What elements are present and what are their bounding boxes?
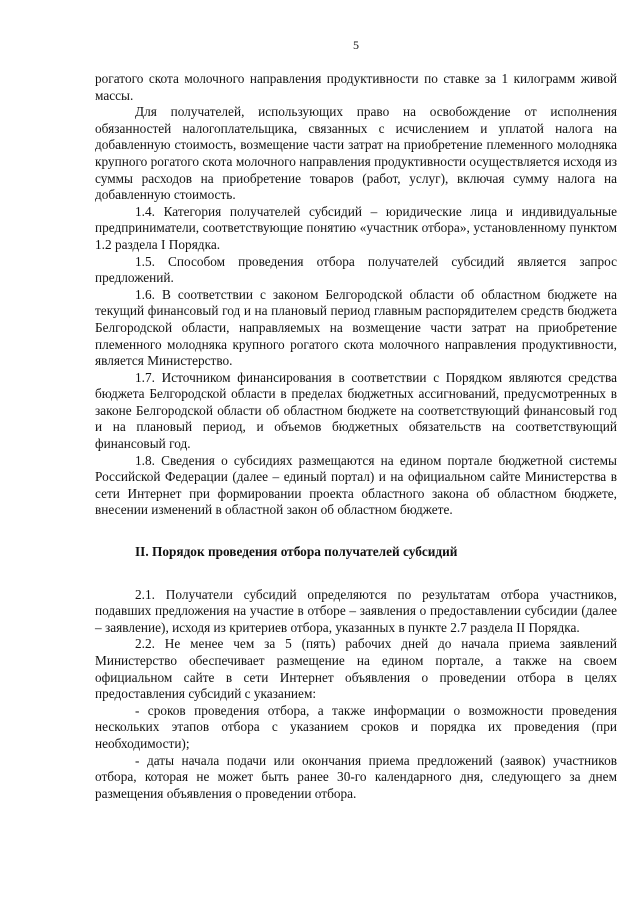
paragraph-1-7: 1.7. Источником финансирования в соответствии с Порядком являются средства бюджета Белгородской области в пределах бюджетных ассигнований, предусмотренных в законе Белгородской области об областном бюджете на соответствующий финансовый год и на плановый период, и объемов бюджетных обязательств на соответствующий финансовый год. [95, 369, 617, 452]
paragraph-1-5: 1.5. Способом проведения отбора получателей субсидий является запрос предложений. [95, 253, 617, 286]
paragraph-1-6: 1.6. В соответствии с законом Белгородской области об областном бюджете на текущий финансовый год и на плановый период главным распорядителем средств бюджета Белгородской области, направляемых на возмещение части затрат на приобретение племенного молодняка крупного рогатого скота молочного направления продуктивности, является Министерство. [95, 286, 617, 369]
paragraph-livestock-rate: рогатого скота молочного направления продуктивности по ставке за 1 килограмм живой массы. [95, 71, 617, 103]
spacer [95, 519, 617, 535]
spacer [95, 561, 617, 578]
list-item-submission-dates: - даты начала подачи или окончания приема предложений (заявок) участников отбора, которая не может быть ранее 30-го календарного дня, следующего за днем размещения объявления о проведении отбора. [95, 752, 617, 801]
list-item-selection-terms: - сроков проведения отбора, а также информации о возможности проведения нескольких этапов отбора с указанием сроков и порядка их проведения (при необходимости); [95, 702, 617, 751]
document-body [95, 71, 617, 802]
page-number: 5 [353, 38, 359, 52]
paragraph-2-2: 2.2. Не менее чем за 5 (пять) рабочих дней до начала приема заявлений Министерство обеспечивает размещение на едином портале, а также на своем официальном сайте в сети Интернет объявления о проведении отбора в целях предоставления субсидий с указанием: [95, 636, 617, 702]
section-heading: II. Порядок проведения отбора получателей субсидий [135, 544, 458, 560]
paragraph-2-1: 2.1. Получатели субсидий определяются по результатам отбора участников, подавших предложения на участие в отборе – заявления о предоставлении субсидии (далее – заявление), исходя из критериев отбора, указанных в пункте 2.7 раздела II Порядка. [95, 586, 617, 635]
spacer [95, 535, 617, 544]
paragraph-1-4: 1.4. Категория получателей субсидий – юридические лица и индивидуальные предприниматели, соответствующие понятию «участник отбора», установленному пунктом 1.2 раздела I Порядка. [95, 203, 617, 252]
paragraph-1-8: 1.8. Сведения о субсидиях размещаются на едином портале бюджетной системы Российской Федерации (далее – единый портал) и на официальном сайте Министерства в сети Интернет при формировании проекта областного закона об областном бюджете, внесении изменений в областной закон об областном бюджете. [95, 452, 617, 518]
paragraph-vat-exemption: Для получателей, использующих право на освобождение от исполнения обязанностей налогоплательщика, связанных с исчислением и уплатой налога на добавленную стоимость, возмещение части затрат на приобретение племенного молодняка крупного рогатого скота молочного направления продуктивности осуществляется исходя из суммы расходов на приобретение товаров (работ, услуг), включая сумму налога на добавленную стоимость. [95, 104, 617, 203]
spacer [95, 578, 617, 587]
